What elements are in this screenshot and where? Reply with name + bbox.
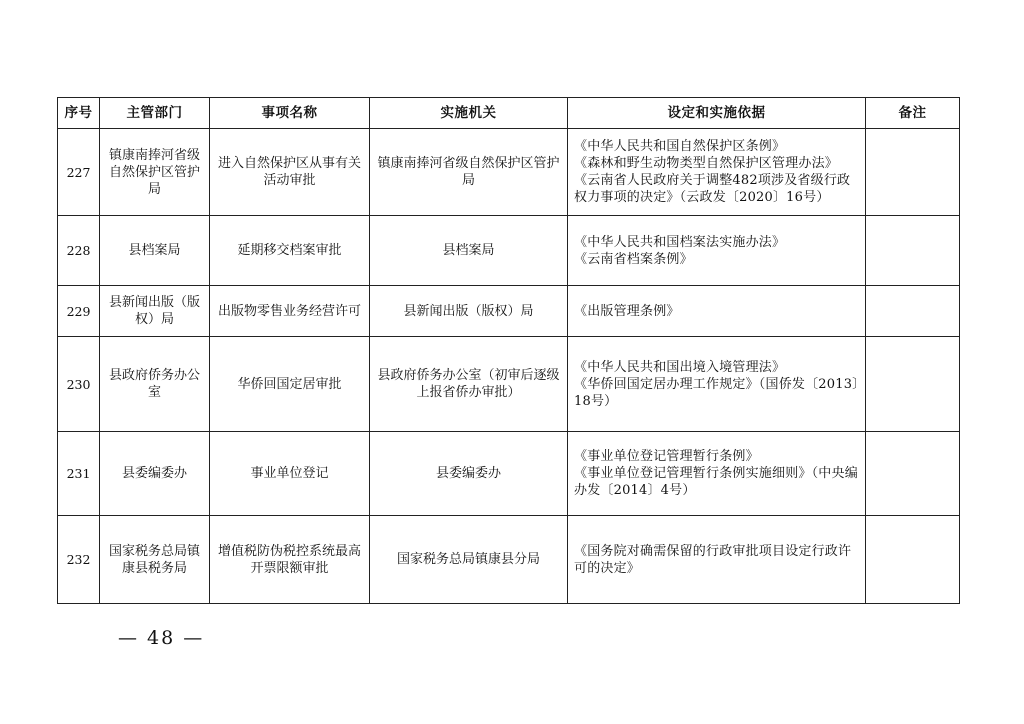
cell-basis — [568, 216, 866, 286]
cell-note — [866, 516, 960, 604]
cell-agency: 县新闻出版（版权）局 — [370, 286, 568, 337]
cell-agency: 县档案局 — [370, 216, 568, 286]
cell-basis — [568, 286, 866, 337]
cell-seq: 228 — [58, 216, 100, 286]
cell-agency: 国家税务总局镇康县分局 — [370, 516, 568, 604]
approval-items-table — [57, 97, 960, 604]
table-row — [58, 216, 960, 286]
header-agency: 实施机关 — [370, 98, 568, 129]
basis-line: 《事业单位登记管理暂行条例》 — [574, 449, 759, 464]
header-item: 事项名称 — [210, 98, 370, 129]
cell-dept: 县政府侨务办公室 — [100, 337, 210, 432]
cell-dept: 县委编委办 — [100, 432, 210, 516]
cell-seq: 229 — [58, 286, 100, 337]
cell-note — [866, 432, 960, 516]
cell-dept: 县档案局 — [100, 216, 210, 286]
table-header-row — [58, 98, 960, 129]
cell-note — [866, 216, 960, 286]
cell-item: 事业单位登记 — [210, 432, 370, 516]
basis-line: 《森林和野生动物类型自然保护区管理办法》 — [574, 156, 839, 171]
header-dept: 主管部门 — [100, 98, 210, 129]
table-row — [58, 129, 960, 216]
cell-seq: 231 — [58, 432, 100, 516]
cell-agency: 县委编委办 — [370, 432, 568, 516]
table-row — [58, 516, 960, 604]
cell-basis — [568, 432, 866, 516]
cell-dept: 镇康南捧河省级自然保护区管护局 — [100, 129, 210, 216]
cell-dept: 县新闻出版（版权）局 — [100, 286, 210, 337]
table-row — [58, 286, 960, 337]
basis-line: 《出版管理条例》 — [574, 303, 680, 319]
basis-line: 《中华人民共和国自然保护区条例》 — [574, 139, 786, 154]
header-note: 备注 — [866, 98, 960, 129]
cell-note — [866, 337, 960, 432]
cell-item: 增值税防伪税控系统最高开票限额审批 — [210, 516, 370, 604]
header-seq: 序号 — [58, 98, 100, 129]
cell-note — [866, 286, 960, 337]
cell-basis — [568, 337, 866, 432]
basis-line: 《国务院对确需保留的行政审批项目设定行政许可的决定》 — [574, 543, 852, 576]
cell-dept: 国家税务总局镇康县税务局 — [100, 516, 210, 604]
basis-line: 《事业单位登记管理暂行条例实施细则》（中央编办发〔2014〕4号） — [574, 466, 858, 498]
basis-line: 《中华人民共和国出境入境管理法》 — [574, 359, 786, 375]
table-row — [58, 337, 960, 432]
cell-seq: 230 — [58, 337, 100, 432]
cell-item: 延期移交档案审批 — [210, 216, 370, 286]
cell-item: 华侨回国定居审批 — [210, 337, 370, 432]
cell-item: 出版物零售业务经营许可 — [210, 286, 370, 337]
basis-line: 《华侨回国定居办理工作规定》（国侨发〔2013〕18号） — [574, 376, 859, 409]
cell-note — [866, 129, 960, 216]
cell-basis — [568, 516, 866, 604]
cell-seq: 232 — [58, 516, 100, 604]
cell-basis — [568, 129, 866, 216]
table-row — [58, 432, 960, 516]
cell-agency: 县政府侨务办公室（初审后逐级上报省侨办审批） — [370, 337, 568, 432]
header-basis: 设定和实施依据 — [568, 98, 866, 129]
page-number: — 48 — — [118, 627, 205, 649]
basis-line: 《云南省人民政府关于调整482项涉及省级行政权力事项的决定》（云政发〔2020〕16号） — [574, 173, 851, 205]
basis-line: 《中华人民共和国档案法实施办法》 — [574, 234, 786, 250]
cell-seq: 227 — [58, 129, 100, 216]
cell-item: 进入自然保护区从事有关活动审批 — [210, 129, 370, 216]
basis-line: 《云南省档案条例》 — [574, 251, 693, 267]
cell-agency: 镇康南捧河省级自然保护区管护局 — [370, 129, 568, 216]
